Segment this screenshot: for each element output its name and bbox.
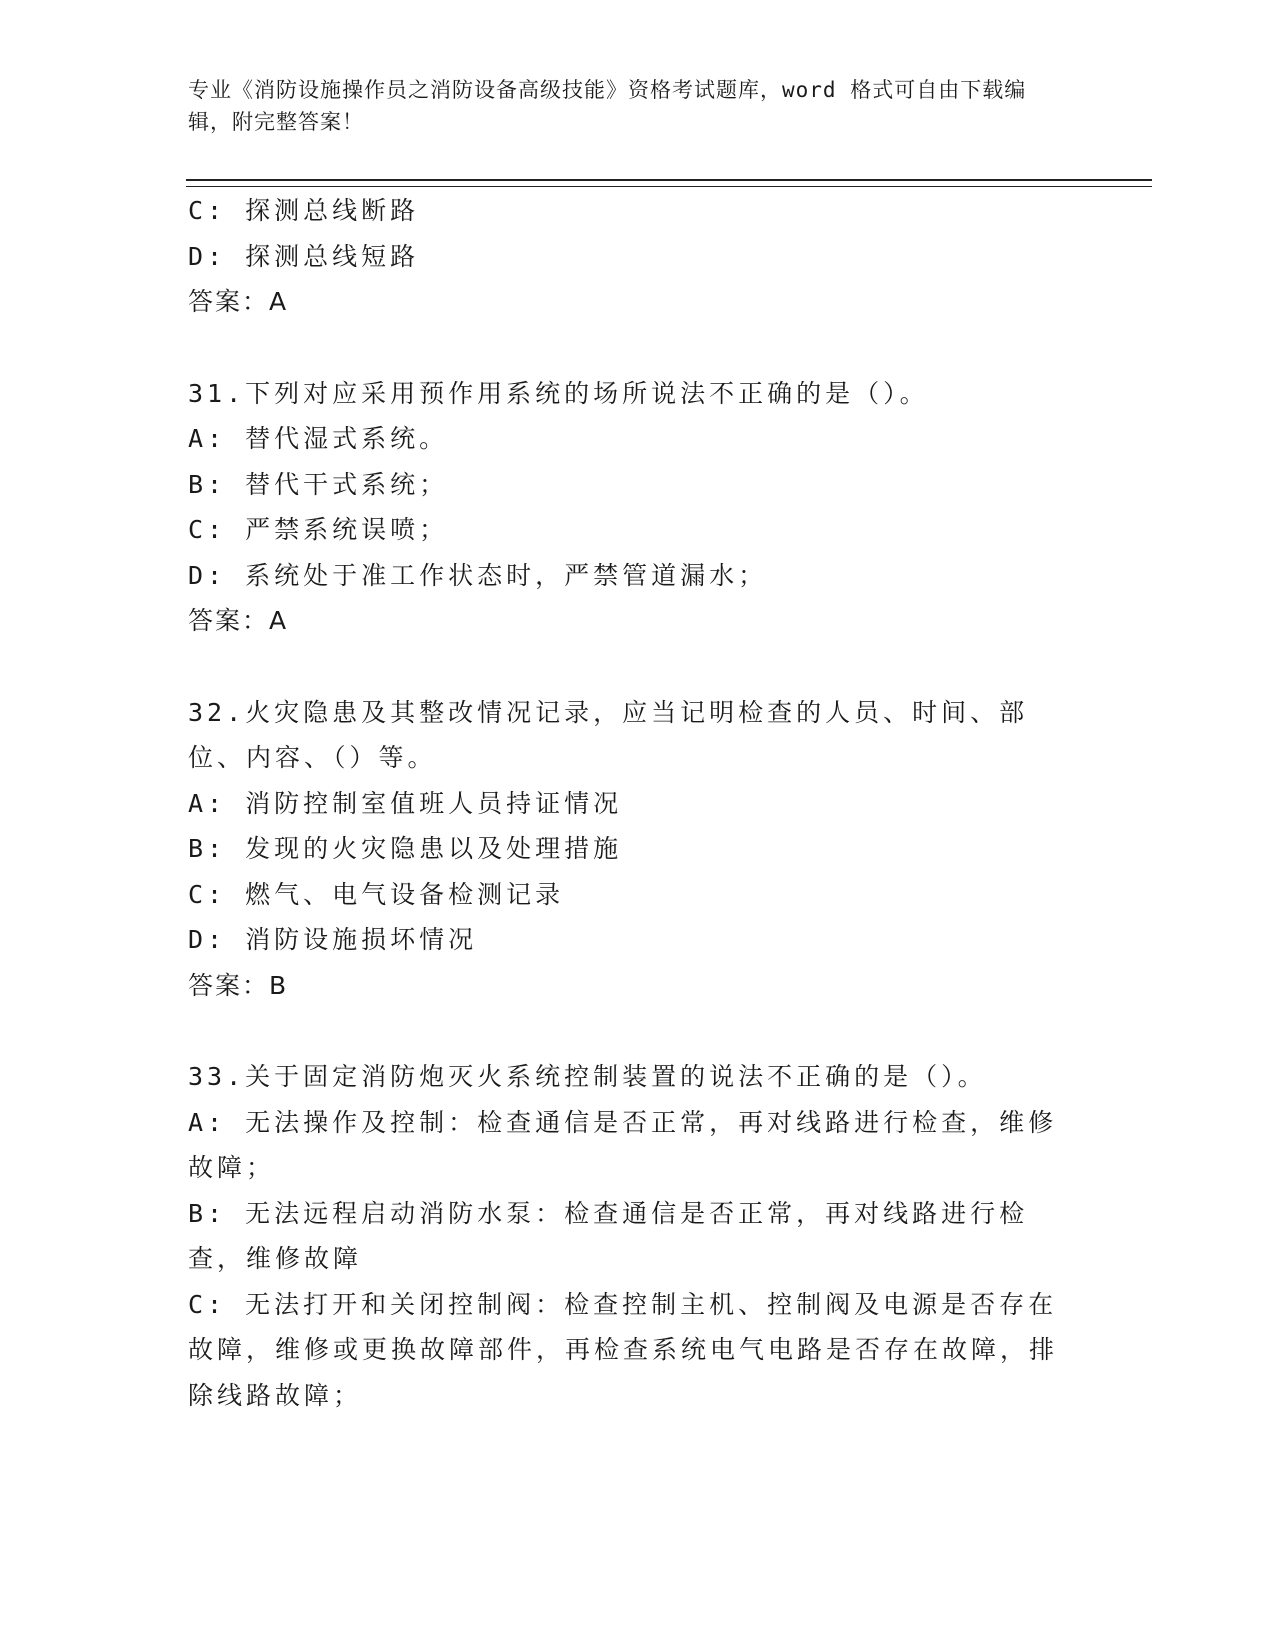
question-stem: 31.下列对应采用预作用系统的场所说法不正确的是（）。 <box>188 378 929 408</box>
page-header <box>188 74 1068 138</box>
question-stem: 32.火灾隐患及其整改情况记录，应当记明检查的人员、时间、部位、内容、（）等。 <box>188 697 1029 772</box>
option-c: C: 无法打开和关闭控制阀：检查控制主机、控制阀及电源是否存在故障，维修或更换故障部件，再检查系统电气电路是否存在故障，排除线路故障； <box>188 1289 1059 1410</box>
answer: 答案：B <box>188 970 289 1000</box>
option-c: C: 严禁系统误喷； <box>188 515 449 544</box>
question-32 <box>188 690 1088 1009</box>
header-text: 专业《消防设施操作员之消防设备高级技能》资格考试题库，word 格式可自由下载编辑，附完整答案！ <box>188 78 1027 134</box>
option-a: A: 替代湿式系统。 <box>188 424 449 453</box>
option-b: B: 无法远程启动消防水泵：检查通信是否正常，再对线路进行检查，维修故障 <box>188 1198 1029 1273</box>
question-33 <box>188 1054 1088 1418</box>
answer: 答案：A <box>188 287 289 316</box>
question-31 <box>188 371 1088 644</box>
option-c: C: 探测总线断路 <box>188 196 420 225</box>
option-a: A: 无法操作及控制：检查通信是否正常，再对线路进行检查，维修故障； <box>188 1107 1058 1182</box>
option-b: B: 发现的火灾隐患以及处理措施 <box>188 834 623 863</box>
header-divider <box>186 179 1152 187</box>
option-d: D: 系统处于准工作状态时，严禁管道漏水； <box>188 560 768 590</box>
question-stem: 33.关于固定消防炮灭火系统控制装置的说法不正确的是（）。 <box>188 1062 987 1091</box>
question-30-continuation <box>188 188 1088 325</box>
answer: 答案：A <box>188 606 289 635</box>
question-list <box>188 188 1088 1418</box>
option-d: D: 探测总线短路 <box>188 241 420 271</box>
option-c: C: 燃气、电气设备检测记录 <box>188 879 565 909</box>
option-b: B: 替代干式系统； <box>188 469 449 499</box>
option-a: A: 消防控制室值班人员持证情况 <box>188 788 623 818</box>
option-d: D: 消防设施损坏情况 <box>188 925 478 954</box>
